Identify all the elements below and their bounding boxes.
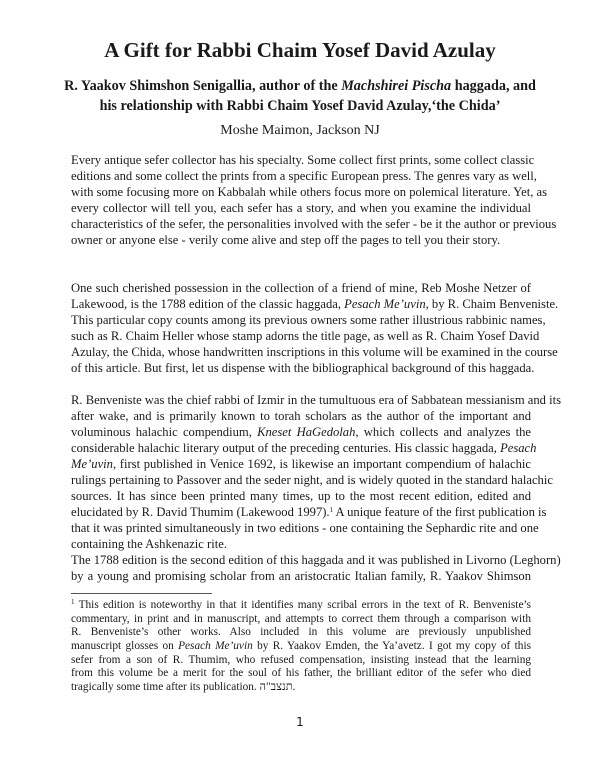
paragraph xyxy=(71,152,557,248)
text-line: Lakewood, is the 1788 edition of the classic haggada, Pesach Me’uvin, by R. Chaim Benveniste. xyxy=(71,297,559,311)
text-line: $^1$ This edition is noteworthy in that it identifies many scribal errors in the text of R. Benveniste’s xyxy=(71,598,531,611)
text-line: Every antique sefer collector has his specialty. Some collect first prints, some collect classic xyxy=(71,153,535,167)
text-line: characteristics of the sefer, the personalities involved with the sefer - be it the author or previous xyxy=(71,217,557,231)
text-line: by a young and promising scholar from an aristocratic Italian family, R. Yaakov Shimson xyxy=(71,569,531,583)
text-line: considerable halachic literary output of the preceding centuries. His classic haggada, Pesach xyxy=(71,441,537,455)
text-line: owner or anyone else - verily come alive and step off the pages to tell you their story. xyxy=(71,233,501,247)
subtitle-italic-title: Machshirei Pischa xyxy=(341,78,452,94)
text-line: editions and some collect the prints from a specific European press. The genres vary as well, xyxy=(71,169,537,183)
text-line: Me’uvin, first published in Venice 1692, is likewise an important compendium of halachic xyxy=(71,457,531,471)
text-line: This particular copy counts among its previous owners some rather illustrious rabbinic names, xyxy=(71,313,546,327)
document-title: A Gift for Rabbi Chaim Yosef David Azulay xyxy=(104,38,496,62)
text-line: sources. It has since been printed many times, up to the most recent edition, edited and xyxy=(71,489,531,503)
text-line: commentary, in print and in manuscript, and attempts to correct them through a comparison with xyxy=(71,612,531,625)
text-line: tragically some time after its publication. תנצב"ה. xyxy=(71,681,296,694)
paragraph xyxy=(71,280,559,376)
author-byline: Moshe Maimon, Jackson NJ xyxy=(220,123,380,138)
paragraph xyxy=(71,392,561,552)
footnote xyxy=(71,599,531,695)
text-line: elucidated by R. David Thumim (Lakewood 1997).$^1$ A unique feature of the first publication is xyxy=(71,505,547,519)
text-line: after wake, and is primarily known to torah scholars as the author of the important and xyxy=(71,409,531,423)
text-line: R. Benveniste was the chief rabbi of Izmir in the tumultuous era of Sabbatean messianism and its xyxy=(71,393,561,407)
text-line: such as R. Chaim Heller whose stamp adorns the title page, as well as R. Chaim Yosef David xyxy=(71,329,540,343)
paragraph xyxy=(71,552,561,584)
text-line: rulings pertaining to Passover and the seder night, and is widely quoted in the standard halachic xyxy=(71,473,553,487)
text-line: Azulay, the Chida, whose handwritten inscriptions in this volume will be examined in the course xyxy=(71,345,558,359)
text-line: containing the Ashkenazic rite. xyxy=(71,537,227,551)
text-line: of this article. But first, let us dispense with the bibliographical background of this haggada. xyxy=(71,361,535,375)
subtitle-text: haggada, and xyxy=(451,78,536,94)
text-line: every collector will tell you, each sefer has a story, and when you examine the individual xyxy=(71,201,531,215)
text-line: One such cherished possession in the collection of a friend of mine, Reb Moshe Netzer of xyxy=(71,281,531,295)
text-line: R. Benveniste’s other works. Also included in this volume are previously unpublished xyxy=(71,626,531,639)
text-line: with some focusing more on Kabbalah while others focus more on polemical literature. Yet, as xyxy=(71,185,547,199)
text-line: sefer from a son of R. Thumim, who refused compensation, insisting instead that the learning xyxy=(71,653,531,666)
text-line: that it was printed simultaneously in two editions - one containing the Sephardic rite and one xyxy=(71,521,539,535)
subtitle-text: R. Yaakov Shimshon Senigallia, author of the xyxy=(64,78,342,94)
page-number: 1 xyxy=(296,715,304,729)
text-line: manuscript glosses on Pesach Me’uvin by R. Yaakov Emden, the Ya’avetz. I got my copy of this xyxy=(71,640,531,653)
text-line: The 1788 edition is the second edition of this haggada and it was published in Livorno (Leghorn) xyxy=(71,553,561,567)
footnote-separator xyxy=(71,593,212,594)
subtitle-line-2: his relationship with Rabbi Chaim Yosef David Azulay,‘the Chida’ xyxy=(99,98,501,114)
text-line: from this volume be a merit for the soul of his father, the brilliant editor of the sefer who died xyxy=(71,667,531,680)
subtitle-line-1 xyxy=(0,78,600,95)
text-line: voluminous halachic compendium, Kneset HaGedolah, which collects and analyzes the xyxy=(71,425,531,439)
